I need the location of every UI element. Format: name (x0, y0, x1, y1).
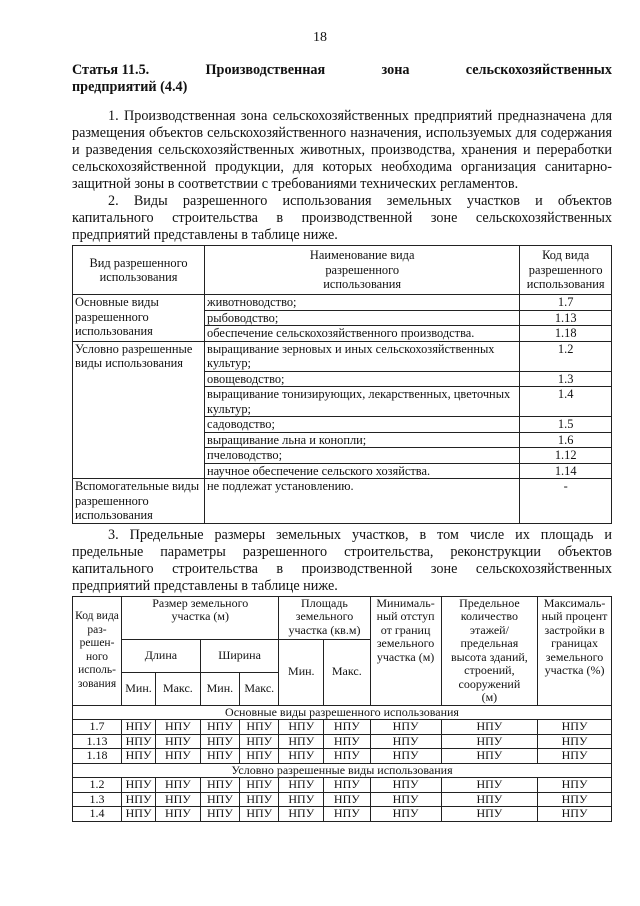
column-header: Вид разрешенного использования (73, 246, 205, 295)
value-cell: НПУ (538, 807, 612, 822)
heading-word: Производственная (205, 62, 326, 78)
value-cell: НПУ (200, 720, 239, 735)
code-cell: 1.7 (73, 720, 122, 735)
value-cell: НПУ (279, 807, 324, 822)
value-cell: НПУ (200, 749, 239, 764)
column-header-width-max: Макс. (240, 672, 279, 705)
column-header-width: Ширина (200, 639, 279, 672)
document-body (72, 62, 612, 822)
column-header-code: Код вида раз-решен-ного исполь-зования (73, 596, 122, 705)
group-name-cell: Условно разрешенные виды использования (73, 341, 205, 479)
column-header-length: Длина (122, 639, 201, 672)
value-cell: НПУ (156, 749, 201, 764)
heading-word: Статья 11.5. (72, 62, 150, 78)
use-code-cell: 1.3 (520, 371, 612, 387)
use-name-cell: овощеводство; (205, 371, 520, 387)
column-header-width-min: Мин. (200, 672, 239, 705)
group-row (73, 763, 612, 778)
group-row (73, 705, 612, 720)
code-cell: 1.13 (73, 734, 122, 749)
heading-word: зона (381, 62, 410, 78)
value-cell: НПУ (122, 792, 156, 807)
code-cell: 1.3 (73, 792, 122, 807)
value-cell: НПУ (156, 792, 201, 807)
column-header-area: Площадь земельного участка (кв.м) (279, 596, 370, 639)
article-heading (72, 62, 612, 96)
value-cell: НПУ (441, 778, 537, 793)
value-cell: НПУ (441, 807, 537, 822)
use-code-cell: 1.6 (520, 432, 612, 448)
column-header-length-min: Мин. (122, 672, 156, 705)
value-cell: НПУ (156, 720, 201, 735)
table-row (73, 792, 612, 807)
value-cell: НПУ (370, 778, 441, 793)
use-name-cell: животноводство; (205, 295, 520, 311)
use-code-cell: 1.13 (520, 310, 612, 326)
use-code-cell: 1.7 (520, 295, 612, 311)
value-cell: НПУ (122, 720, 156, 735)
use-code-cell: 1.12 (520, 448, 612, 464)
column-header-floors: Предельное количество этажей/ предельная высота зданий, строений, сооружений (м) (441, 596, 537, 705)
column-header-setback: Минималь-ный отступ от границ земельного участка (м) (370, 596, 441, 705)
code-cell: 1.4 (73, 807, 122, 822)
use-name-cell: выращивание льна и конопли; (205, 432, 520, 448)
value-cell: НПУ (324, 734, 370, 749)
value-cell: НПУ (240, 720, 279, 735)
value-cell: НПУ (370, 720, 441, 735)
use-code-cell: 1.2 (520, 341, 612, 371)
value-cell: НПУ (370, 749, 441, 764)
value-cell: НПУ (240, 778, 279, 793)
value-cell: НПУ (240, 792, 279, 807)
value-cell: НПУ (324, 720, 370, 735)
use-name-cell: обеспечение сельскохозяйственного производства. (205, 326, 520, 342)
group-name-cell: Основные виды разрешенного использования (73, 705, 612, 720)
table-row (73, 749, 612, 764)
value-cell: НПУ (538, 749, 612, 764)
paragraph-3: 3. Предельные размеры земельных участков, в том числе их площадь и предельные параметры разрешенного строительства, реконструкции объектов капитального строительства в производственной зоне сельскохозяйственных предприятий представлены в таблице ниже. (72, 526, 612, 594)
value-cell: НПУ (370, 807, 441, 822)
value-cell: НПУ (240, 807, 279, 822)
value-cell: НПУ (441, 749, 537, 764)
use-name-cell: научное обеспечение сельского хозяйства. (205, 463, 520, 479)
group-name-cell: Вспомогательные виды разрешенного использования (73, 479, 205, 524)
value-cell: НПУ (122, 749, 156, 764)
value-cell: НПУ (324, 749, 370, 764)
use-code-cell: 1.18 (520, 326, 612, 342)
table-row (73, 720, 612, 735)
code-cell: 1.18 (73, 749, 122, 764)
use-name-cell: рыбоводство; (205, 310, 520, 326)
table-row (73, 807, 612, 822)
column-header: Код вида разрешенного использования (520, 246, 612, 295)
column-header-area-max: Макс. (324, 639, 370, 705)
column-header-coverage: Максималь-ный процент застройки в границах земельного участка (%) (538, 596, 612, 705)
use-name-cell: выращивание тонизирующих, лекарственных, цветочных культур; (205, 387, 520, 417)
column-header: Наименование вида разрешенного использования (205, 246, 520, 295)
table-row (73, 295, 612, 311)
value-cell: НПУ (200, 792, 239, 807)
use-name-cell: выращивание зерновых и иных сельскохозяйственных культур; (205, 341, 520, 371)
value-cell: НПУ (122, 734, 156, 749)
group-name-cell: Основные виды разрешенного использования (73, 295, 205, 342)
use-code-cell: 1.14 (520, 463, 612, 479)
value-cell: НПУ (240, 749, 279, 764)
value-cell: НПУ (200, 734, 239, 749)
value-cell: НПУ (324, 792, 370, 807)
value-cell: НПУ (200, 807, 239, 822)
table-row (73, 479, 612, 524)
use-code-cell: - (520, 479, 612, 524)
use-name-cell: пчеловодство; (205, 448, 520, 464)
value-cell: НПУ (324, 807, 370, 822)
group-name-cell: Условно разрешенные виды использования (73, 763, 612, 778)
column-header-area-min: Мин. (279, 639, 324, 705)
value-cell: НПУ (538, 720, 612, 735)
value-cell: НПУ (156, 734, 201, 749)
value-cell: НПУ (279, 749, 324, 764)
code-cell: 1.2 (73, 778, 122, 793)
value-cell: НПУ (370, 734, 441, 749)
use-name-cell: не подлежат установлению. (205, 479, 520, 524)
use-code-cell: 1.4 (520, 387, 612, 417)
value-cell: НПУ (279, 720, 324, 735)
value-cell: НПУ (441, 734, 537, 749)
value-cell: НПУ (240, 734, 279, 749)
value-cell: НПУ (441, 792, 537, 807)
value-cell: НПУ (324, 778, 370, 793)
page-number: 18 (313, 30, 327, 45)
heading-line2: предприятий (4.4) (72, 79, 188, 95)
table-row (73, 341, 612, 371)
value-cell: НПУ (156, 778, 201, 793)
value-cell: НПУ (538, 734, 612, 749)
heading-word: сельскохозяйственных (465, 62, 612, 78)
value-cell: НПУ (279, 734, 324, 749)
use-code-cell: 1.5 (520, 417, 612, 433)
value-cell: НПУ (279, 778, 324, 793)
value-cell: НПУ (122, 807, 156, 822)
value-cell: НПУ (279, 792, 324, 807)
value-cell: НПУ (370, 792, 441, 807)
use-name-cell: садоводство; (205, 417, 520, 433)
value-cell: НПУ (538, 778, 612, 793)
value-cell: НПУ (156, 807, 201, 822)
land-use-types-table (72, 245, 612, 524)
value-cell: НПУ (122, 778, 156, 793)
column-header-length-max: Макс. (156, 672, 201, 705)
value-cell: НПУ (200, 778, 239, 793)
table-row (73, 734, 612, 749)
value-cell: НПУ (441, 720, 537, 735)
paragraph-2: 2. Виды разрешенного использования земельных участков и объектов капитального строительства в производственной зоне сельскохозяйственных предприятий представлены в таблице ниже. (72, 193, 612, 243)
paragraph-1: 1. Производственная зона сельскохозяйственных предприятий предназначена для размещения объектов сельскохозяйственного назначения, используемых для содержания и разведения сельскохозяйственных животных, производства, хранения и переработки сельскохозяйственной продукции, для которых необходима организация санитарно-защитной зоны в соответствии с требованиями технических регламентов. (72, 108, 612, 192)
value-cell: НПУ (538, 792, 612, 807)
table-row (73, 778, 612, 793)
parameters-table (72, 596, 612, 822)
column-header-size: Размер земельного участка (м) (122, 596, 279, 639)
